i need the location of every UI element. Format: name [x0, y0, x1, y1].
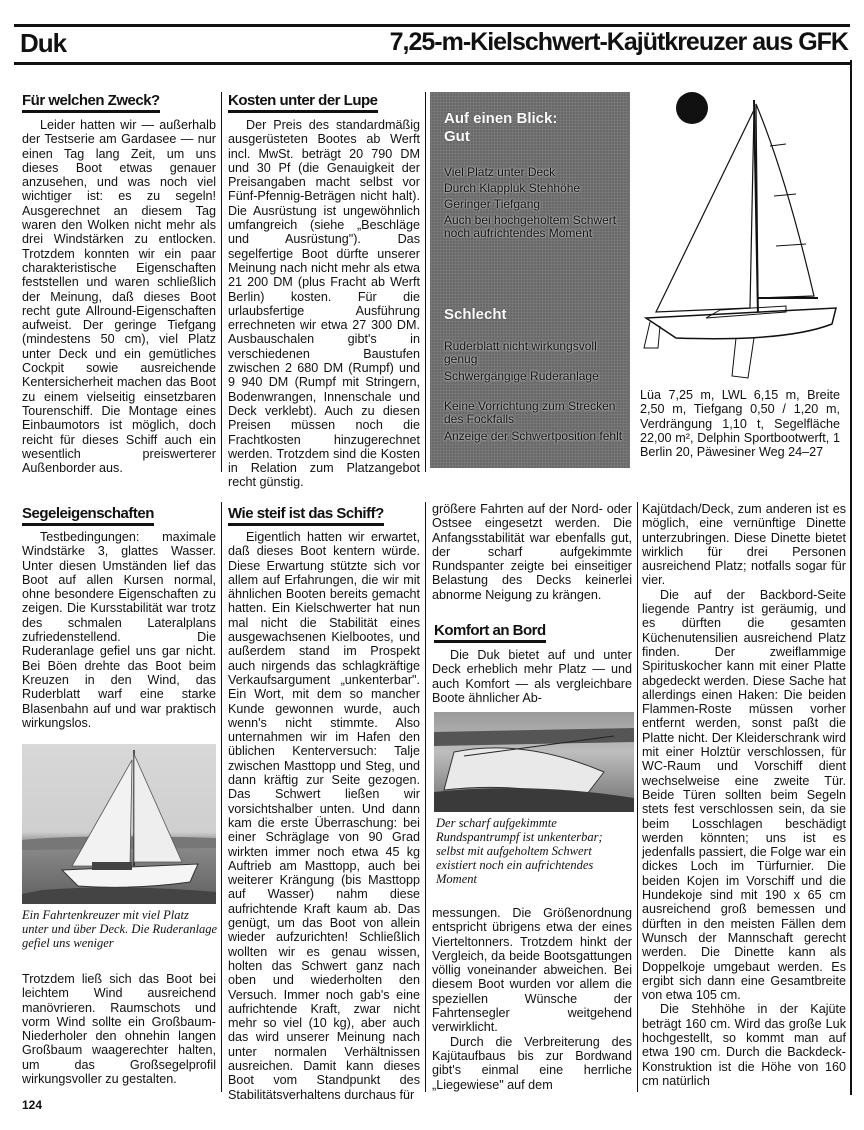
class-emblem-icon: [676, 92, 708, 124]
summary-box: [430, 92, 630, 468]
right-edge-rule: [850, 60, 852, 1095]
kosten-text: [228, 118, 420, 490]
section-title-zweck: Für welchen Zweck?: [22, 92, 160, 113]
paragraph: Durch die Verbreiterung des Kajütaufbaus bis zur Bordwand gibt's einmal eine herrliche „Liegewiese" auf dem: [432, 1034, 632, 1092]
heeled-hull-icon: [434, 712, 634, 812]
paragraph: Die auf der Backbord-Seite liegende Pantry ist geräumig, und es dürften die gesamten Küchenutensilien ausreichend Platz finden. Der zweiflammige Spirituskocher kann mit einer Platte abgedeckt werden. Diese Sache hat allerdings einen Haken: Die beiden Flammen-Roste müssen vorher entfernt werden, sonst paßt die Platte nicht. Der Kleiderschrank wird mit einer Holztür verschlossen, für WC-Raum und Vorschiff dient wechselweise eine zweite Tür. Beide Türen sollten beim Segeln stets fest verschlossen sein, da sie beim Losschlagen beschädigt werden könnten; uns ist es jedenfalls passiert, die Folge war ein dickes Loch im Türfurnier. Die beiden Kojen im Vorschiff und die Hundekoje sind mit 190 x 65 cm ausreichend groß bemessen und dürften in den meisten Fällen dem Wunsch der Mannschaft gerecht werden. Die Dinette kann als Doppelkoje umgebaut werden. Es ergibt sich dann eine Gesamtbreite von etwa 105 cm.: [642, 587, 846, 1003]
photo-heeled-boat: [434, 712, 634, 812]
photo-caption-heeled: Der scharf aufgekimmte Rundspantrumpf ist unkenterbar; selbst mit aufgeholtem Schwert existiert noch ein aufrichtendes Moment: [436, 816, 603, 886]
summary-bad-item: Keine Vorrichtung zum Strecken des Fockfalls: [444, 399, 616, 426]
column4-text: [642, 502, 846, 1088]
summary-good-item: Durch Klappluk Stehhöhe: [444, 181, 581, 195]
summary-good-title: Gut: [444, 128, 470, 145]
section-title-segel: Segeleigenschaften: [22, 505, 154, 526]
paragraph: Die Stehhöhe in der Kajüte beträgt 160 cm. Wird das große Luk hochgestellt, so kommt man auf etwa 190 cm. Durch die Backdeck-Konstruktion ist die Höhe von 160 cm natürlich: [642, 1002, 846, 1088]
sail-plan-drawing: [636, 86, 848, 386]
photo-sailing-boat: [22, 744, 216, 904]
summary-good-item: Auch bei hochgeholtem Schwert noch aufrichtendes Moment: [444, 213, 617, 240]
column-rule: [425, 92, 426, 472]
steif-text: [228, 530, 420, 1102]
komfort-text: [432, 648, 632, 705]
section-title-komfort: Komfort an Bord: [434, 622, 546, 643]
komfort-text-2: [432, 906, 632, 1092]
magazine-boat-name: Duk: [20, 28, 67, 58]
top-rule: [14, 24, 850, 27]
column-rule: [637, 502, 638, 1092]
paragraph: größere Fahrten auf der Nord- oder Ostsee eingesetzt werden. Die Anfangsstabilität war ebenfalls gut, der scharf aufgekimmte Rundspanter zeigte bei einseitiger Belastung des Decks keinerlei abnorme Neigung zu krängen.: [432, 502, 632, 602]
paragraph: Die Duk bietet auf und unter Deck erheblich mehr Platz — und auch Komfort — als vergleichbare Boote ähnlicher Ab-: [432, 648, 632, 705]
header-bottom-rule: [14, 62, 850, 65]
segel-text-2: [22, 972, 216, 1086]
section-title-steif: Wie steif ist das Schiff?: [228, 505, 384, 526]
column3-text: [432, 502, 632, 602]
paragraph: Testbedingungen: maximale Windstärke 3, glattes Wasser. Unter diesen Umständen lief das Boot auf allen Kursen normal, ohne besondere Eigenschaften zu zeigen. Die Kursstabilität war trotz des schmalen Lateralplans zufriedenstellend. Die Ruderanlage gefiel uns gar nicht. Bei Böen drehte das Boot beim Kreuzen in den Wind, das Ruderblatt warf eine starke Blasenbahn auf und war praktisch wirkungslos.: [22, 530, 216, 730]
paragraph: Kajütdach/Deck, zum anderen ist es möglich, eine vernünftige Dinette unterzubringen. Diese Dinette bietet wirklich für drei Personen ausreichend Platz; notfalls sogar für vier.: [642, 502, 846, 588]
paragraph: Eigentlich hatten wir erwartet, daß dieses Boot kentern würde. Diese Erwartung stützte sich vor allem auf Erfahrungen, die wir mit ähnlichen Booten bereits gemacht hatten. Ein Kielschwerter hat nun mal nicht die Stabilität eines ausgewachsenen Kielbootes, und außerdem stand im Prospekt auch nirgends das schlagkräftige Verkaufsargument „unkenterbar". Ein Wort, mit dem so mancher Kunde gewonnen wurde, auch wenn's nicht stimmte. Also unternahmen wir im Hafen den üblichen Kenterversuch: Talje zwischen Masttopp und Steg, und dann kräftig zur Seite gezogen. Das Schwert ließen wir vorsichtshalber unten. Und dann kam die erste Überraschung: bei einer Schräglage von 90 Grad wirkten immer noch etwa 45 kg Auftrieb am Masttopp, auch bei weiterer Krängung (bis Masttopp auf Wasser) nahm diese aufrichtende Kraft kaum ab. Das genügt, um das Boot von allein wieder aufzurichten! Schließlich wollten wir es genau wissen, holten das Schwert ganz nach oben und wiederholten den Versuch. Immer noch gab's eine aufrichtende Kraft, zwar nicht mehr so viel (10 kg), aber auch das wird unserer Meinung nach unter normalen Verhältnissen ausreichen. Damit kann dieses Boot vom Standpunkt des Stabilitätsverhaltens durchaus für: [228, 530, 420, 1102]
zweck-text: [22, 118, 216, 475]
column-rule: [425, 502, 426, 1092]
paragraph: messungen. Die Größenordnung entspricht übrigens etwa der eines Vierteltonners. Trotzdem hinkt der Vergleich, da beide Bootsgattungen völlig voneinander abweichen. Bei diesem Boot wurden vor allem die speziellen Wünsche der Fahrtensegler weitgehend verwirklicht.: [432, 906, 632, 1035]
paragraph: Trotzdem ließ sich das Boot bei leichtem Wind ausreichend manövrieren. Raumschots und vorm Wind sollte ein Großbaum-Niederholer den ohnehin langen Großbaum waagerechter halten, um das Großsegelprofil wirkungsvoller zu gestalten.: [22, 972, 216, 1087]
summary-good-item: Geringer Tiefgang: [444, 197, 541, 211]
specifications: Lüa 7,25 m, LWL 6,15 m, Breite 2,50 m, Tiefgang 0,50 / 1,20 m, Verdrängung 1,10 t, Segelfläche 22,00 m², Delphin Sportbootwerft, 1 Berlin 20, Päwesiner Weg 24–27: [640, 388, 840, 460]
article-title: 7,25-m-Kielschwert-Kajütkreuzer aus GFK: [389, 28, 848, 56]
paragraph: Leider hatten wir — außerhalb der Testserie am Gardasee — nur einen Tag lang Zeit, um uns dieses Boot etwas genauer anzusehen, und was noch viel wichtiger ist: es zu segeln! Ausgerechnet an diesem Tag waren den Wolken nicht mehr als drei Windstärken zu entlocken. Trotzdem konnten wir ein paar charakteristische Eigenschaften feststellen und waren schließlich der Meinung, daß dieses Boot recht gute Allround-Eigenschaften aufweist. Der geringe Tiefgang (mindestens 50 cm), viel Platz unter Deck und ein gemütliches Cockpit sowie ausreichende Kentersicherheit machen das Boot zu einem vielseitig einsetzbaren Tourenschiff. Die Montage eines Einbaumotors ist möglich, doch reicht für dieses Schiff auch ein wesentlich preiswerterer Außenborder aus.: [22, 118, 216, 476]
summary-bad-item: Anzeige der Schwertposition fehlt: [444, 429, 623, 443]
segel-text: [22, 530, 216, 730]
summary-good-item: Viel Platz unter Deck: [444, 165, 556, 179]
sailboat-icon: [22, 744, 216, 904]
summary-title: Auf einen Blick:: [444, 110, 558, 127]
summary-bad-title: Schlecht: [444, 306, 507, 323]
section-title-kosten: Kosten unter der Lupe: [228, 92, 378, 113]
page-number: 124: [22, 1098, 43, 1112]
photo-caption-sailing: Ein Fahrtenkreuzer mit viel Platz unter und über Deck. Die Ruderanlage gefiel uns weniger: [22, 908, 218, 950]
paragraph: Der Preis des standardmäßig ausgerüsteten Bootes ab Werft incl. MwSt. beträgt 20 790 DM und 30 Pf (die Genauigkeit der Preisangaben macht selbst vor Fünf-Pfennig-Beträgen nicht halt). Die Ausrüstung ist ungewöhnlich umfangreich (siehe „Beschläge und Ausrüstung"). Das segelfertige Boot dürfte unserer Meinung nach nicht mehr als etwa 21 200 DM (plus Fracht ab Werft Berlin) kosten. Für die urlaubsfertige Ausführung errechneten wir etwa 27 300 DM. Ausbauschalen gibt's in verschiedenen Baustufen zwischen 2 680 DM (Rumpf) und 9 940 DM (Rumpf mit Stringern, Bodenwrangen, Innenschale und Deck verklebt). Auch zu diesen Preisen müssen noch die Frachtkosten hinzugerechnet werden. Trotzdem sind die Kosten in Relation zum Platzangebot recht günstig.: [228, 118, 420, 490]
summary-bad-item: Ruderblatt nicht wirkungsvoll genug: [444, 339, 597, 366]
column-rule: [221, 92, 222, 472]
column-rule: [221, 502, 222, 1092]
summary-bad-item: Schwergängige Ruderanlage: [444, 369, 599, 383]
